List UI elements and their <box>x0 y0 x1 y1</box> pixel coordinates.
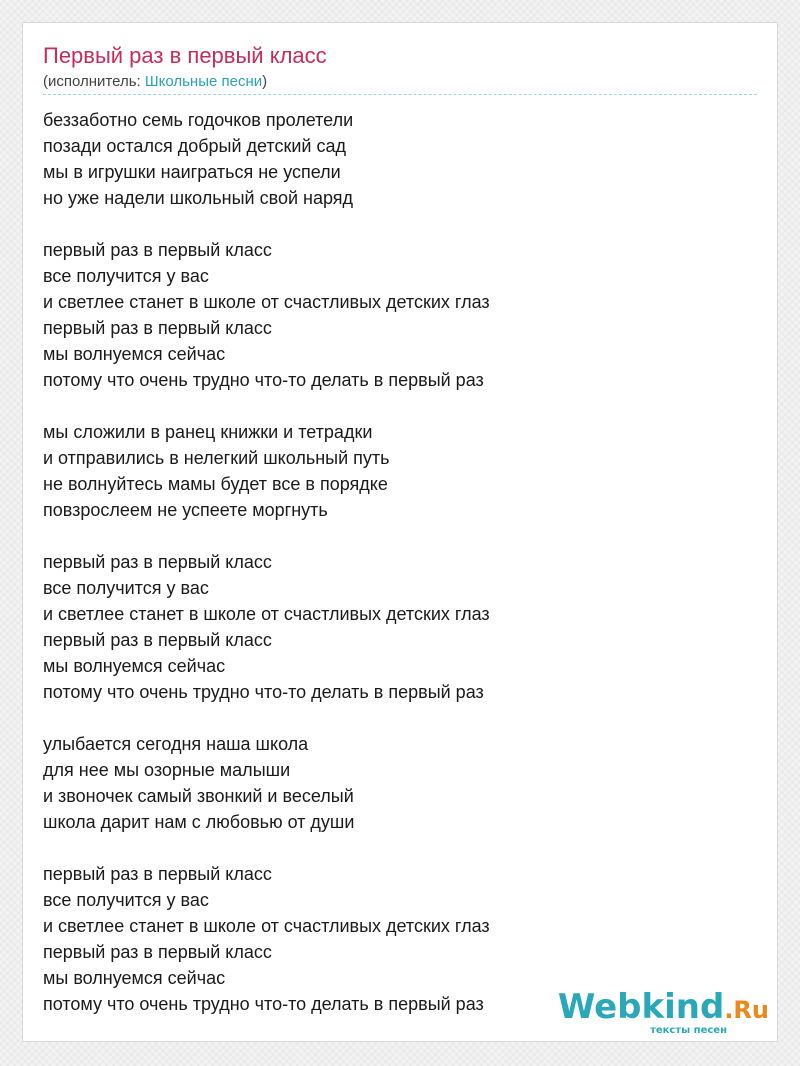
performer-line <box>43 73 267 90</box>
lyric-line: позади остался добрый детский сад <box>43 136 346 156</box>
logo-tagline: тексты песен <box>650 1025 727 1036</box>
lyric-line: мы волнуемся сейчас <box>43 344 226 364</box>
lyric-line: и звоночек самый звонкий и веселый <box>43 786 354 806</box>
lyric-line: и светлее станет в школе от счастливых детских глаз <box>43 604 490 624</box>
lyric-line: потому что очень трудно что-то делать в первый раз <box>43 682 484 702</box>
lyric-line: первый раз в первый класс <box>43 630 272 650</box>
stanza-gap <box>43 523 490 549</box>
logo-tld: .Ru <box>724 996 769 1024</box>
performer-suffix: ) <box>262 73 268 90</box>
lyric-line: школа дарит нам с любовью от души <box>43 812 355 832</box>
lyrics-card <box>22 22 778 1042</box>
lyric-line: первый раз в первый класс <box>43 942 272 962</box>
lyrics-body <box>43 107 490 1017</box>
lyric-line: беззаботно семь годочков пролетели <box>43 110 354 130</box>
stanza-gap <box>43 835 490 861</box>
lyric-line: потому что очень трудно что-то делать в первый раз <box>43 994 484 1014</box>
lyric-line: первый раз в первый класс <box>43 552 272 572</box>
lyric-line: первый раз в первый класс <box>43 240 272 260</box>
performer-link[interactable]: Школьные песни <box>144 73 263 90</box>
logo-wordmark <box>558 989 769 1025</box>
stanza-gap <box>43 393 490 419</box>
lyric-line: первый раз в первый класс <box>43 318 272 338</box>
lyric-line: потому что очень трудно что-то делать в первый раз <box>43 370 484 390</box>
site-logo[interactable] <box>558 989 769 1037</box>
stanza-gap <box>43 211 490 237</box>
lyric-line: мы волнуемся сейчас <box>43 968 226 988</box>
lyric-line: и светлее станет в школе от счастливых детских глаз <box>43 916 490 936</box>
lyric-line: мы волнуемся сейчас <box>43 656 226 676</box>
lyric-line: улыбается сегодня наша школа <box>43 734 309 754</box>
lyric-line: повзрослеем не успеете моргнуть <box>43 500 328 520</box>
lyric-line: и отправились в нелегкий школьный путь <box>43 448 390 468</box>
lyric-line: и светлее станет в школе от счастливых детских глаз <box>43 292 490 312</box>
lyric-line: но уже надели школьный свой наряд <box>43 188 354 208</box>
lyric-line: мы сложили в ранец книжки и тетрадки <box>43 422 373 442</box>
lyric-line: для нее мы озорные малыши <box>43 760 291 780</box>
song-title: Первый раз в первый класс <box>43 43 327 68</box>
performer-prefix: (исполнитель: <box>43 73 145 90</box>
lyric-line: все получится у вас <box>43 890 209 910</box>
logo-name: Webkind <box>557 987 725 1027</box>
stanza-gap <box>43 705 490 731</box>
lyric-line: все получится у вас <box>43 266 209 286</box>
lyric-line: первый раз в первый класс <box>43 864 272 884</box>
header-divider <box>43 94 757 95</box>
lyric-line: все получится у вас <box>43 578 209 598</box>
lyric-line: не волнуйтесь мамы будет все в порядке <box>43 474 388 494</box>
lyric-line: мы в игрушки наиграться не успели <box>43 162 341 182</box>
